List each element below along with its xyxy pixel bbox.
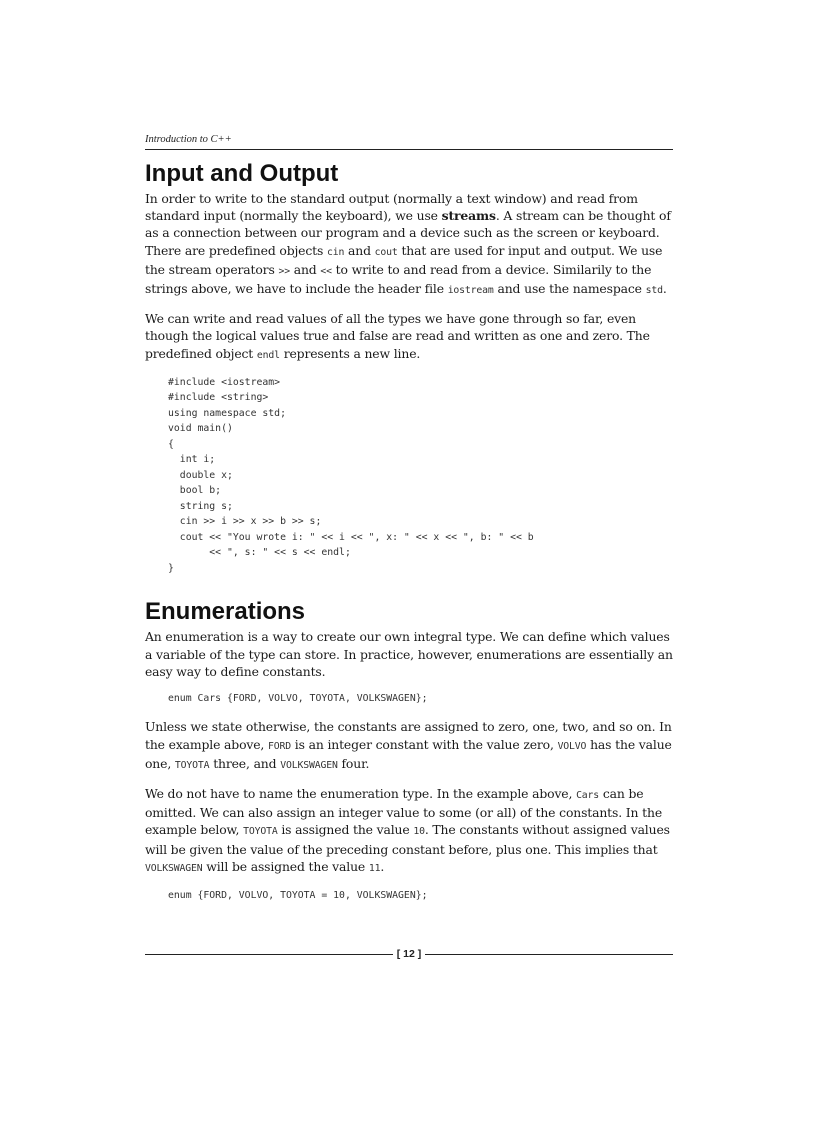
code-line: << ", s: " << s << endl;	[168, 547, 351, 559]
text-run: In order to write to the standard output (normally a text window) and read from standard input (normally the keyboard), we use	[145, 191, 638, 224]
bold-term-streams: streams	[441, 208, 496, 224]
footer-rule-right	[425, 954, 673, 955]
paragraph-enum-values	[145, 718, 673, 774]
code-line: int i;	[168, 454, 216, 466]
text-run: .	[380, 858, 385, 874]
code-block-enum-anonymous	[168, 888, 673, 904]
code-block-enum-cars	[168, 691, 673, 707]
code-line: #include <iostream>	[168, 376, 281, 388]
inline-code-iostream: iostream	[447, 285, 494, 297]
code-line: {	[168, 438, 174, 450]
footer-rule-left	[145, 954, 393, 955]
inline-code-cin: cin	[326, 246, 345, 258]
inline-code-toyota: TOYOTA	[243, 826, 278, 838]
code-line: double x;	[168, 469, 233, 481]
section-title-input-output: Input and Output	[145, 160, 339, 187]
code-line: }	[168, 562, 174, 574]
text-run: . The constants without assigned values will be given the value of the preceding constant before, plus one. This implies that	[145, 822, 670, 857]
text-run: to write to and read from a device. Similarily to the strings above, we have to include the header file	[145, 261, 652, 297]
text-run: . A stream can be thought of as a connection between our program and a device such as the screen or keyboard. There are predefined objects	[145, 208, 671, 258]
code-line: bool b;	[168, 485, 222, 497]
paragraph-types-io	[145, 310, 673, 364]
inline-code-volkswagen: VOLKSWAGEN	[145, 862, 203, 874]
text-run: .	[662, 281, 667, 297]
text-run: will be assigned the value	[202, 858, 369, 874]
inline-code-volkswagen: VOLKSWAGEN	[280, 759, 338, 771]
inline-code-cout: cout	[374, 246, 398, 258]
running-header: Introduction to C++	[145, 133, 673, 150]
inline-code-toyota: TOYOTA	[174, 759, 210, 771]
text-run: Unless we state otherwise, the constants are assigned to zero, one, two, and so on. In the example above,	[145, 719, 672, 752]
paragraph-streams-intro	[145, 190, 673, 299]
inline-code-volvo: VOLVO	[557, 740, 587, 752]
text-run: represents a new line.	[279, 345, 421, 361]
text-run: We can write and read values of all the types we have gone through so far, even though the logical values true and false are read and written as one and zero. The predefined object	[145, 311, 650, 361]
text-run: and	[344, 242, 375, 258]
inline-code-extract-operator: >>	[278, 265, 290, 277]
code-line: cout << "You wrote i: " << i << ", x: " << x << ", b: " << b	[168, 531, 534, 543]
section-title-enumerations: Enumerations	[145, 598, 306, 626]
page-content	[145, 133, 673, 904]
text-run: and use the namespace	[493, 281, 646, 297]
text-run: can be omitted. We can also assign an integer value to some (or all) of the constants. In the example below,	[145, 786, 663, 838]
text-run: is assigned the value	[277, 822, 414, 838]
page-footer	[145, 946, 673, 962]
paragraph-enum-intro: An enumeration is a way to create our own integral type. We can define which values a variable of the type can store. In practice, however, enumerations are essentially an easy way to define constants.	[145, 629, 673, 679]
inline-code-cars: Cars	[576, 790, 600, 802]
inline-code-endl: endl	[256, 349, 280, 361]
inline-code-ford: FORD	[268, 740, 291, 752]
inline-code-std: std	[645, 285, 663, 297]
code-line: enum Cars {FORD, VOLVO, TOYOTA, VOLKSWAGEN};	[168, 692, 428, 704]
text-run: has the value one,	[145, 736, 672, 771]
text-run: We do not have to name the enumeration type. In the example above,	[145, 786, 577, 802]
inline-code-insert-operator: <<	[320, 265, 332, 277]
paragraph-enum-unnamed	[145, 785, 673, 877]
inline-code-value-11: 11	[368, 862, 381, 874]
code-line: string s;	[168, 500, 233, 512]
code-line: void main()	[168, 423, 233, 435]
inline-code-value-10: 10	[413, 826, 425, 838]
code-line: cin >> i >> x >> b >> s;	[168, 516, 322, 528]
text-run: that are used for input and output. We use the stream operators	[145, 242, 663, 277]
text-run: four.	[337, 755, 370, 771]
code-line: using namespace std;	[168, 407, 286, 419]
code-line: #include <string>	[168, 392, 269, 404]
code-line: enum {FORD, VOLVO, TOYOTA = 10, VOLKSWAGEN};	[168, 890, 428, 902]
code-block-io-example	[168, 375, 673, 577]
text-run: three, and	[209, 755, 281, 771]
text-run: is an integer constant with the value zero,	[291, 736, 558, 752]
page-number: [ 12 ]	[396, 948, 422, 960]
text-run: and	[289, 261, 321, 277]
